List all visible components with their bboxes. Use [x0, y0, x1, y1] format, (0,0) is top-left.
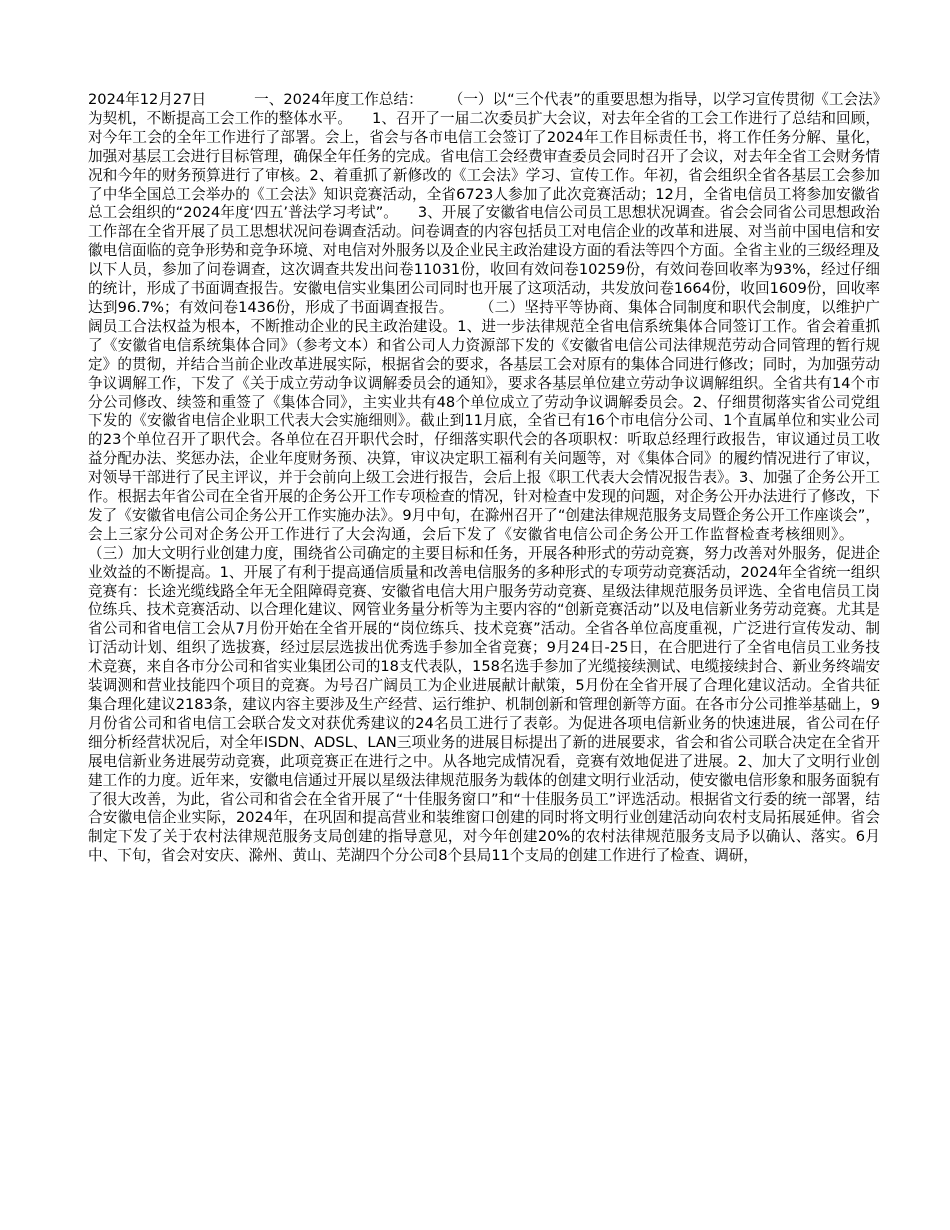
paragraph-1-2: 1、召开了一届二次委员扩大会议，对去年全省的工会工作进行了总结和回顾，对今年工会的全年工作进行了部署。会上，省会与各市电信工会签订了2024年工作目标责任书，将工作任务分解、量化，加强对基层工会进行目标管理，确保全年任务的完成。省电信工会经费审查委员会同时召开了会议，对去年全省工会财务情况和今年的财务预算进行了审核。2、着重抓了新修改的《工会法》学习、宣传工作。年初，省会组织全省各基层工会参加了中华全国总工会举办的《工会法》知识竞赛活动，全省6723人参加了此次竞赛活动；12月，全省电信员工将参加安徽省总工会组织的“2024年度‘四五’普法学习考试”。	[88, 109, 880, 222]
paragraph-1-3: 3、开展了安徽省电信公司员工思想状况调查。省会会同省公司思想政治工作部在全省开展了员工思想状况问卷调查活动。问卷调查的内容包括员工对电信企业的改革和进展、对当前中国电信和安徽电信面临的竞争形势和竞争环境、对电信对外服务以及企业民主政治建设方面的看法等四个方面。全省主业的三级经理及以下人员，参加了问卷调查，这次调查共发出问卷11031份，收回有效问卷10259份，有效问卷回收率为93%，经过仔细的统计，形成了书面调查报告。安徽电信实业集团公司同时也开展了这项活动，共发放问卷1664份，收回1609份，回收率达到96.7%；有效问卷1436份，形成了书面调查报告。	[88, 204, 880, 316]
document-date: 2024年12月27日	[88, 91, 207, 108]
paragraph-2: （二）坚持平等协商、集体合同制度和职代会制度，以维护广阔员工合法权益为根本，不断推动企业的民主政治建设。1、进一步法律规范全省电信系统集体合同签订工作。省会着重抓了《安徽省电信系统集体合同》（参考文本）和省公司人力资源部下发的《安徽省电信公司法律规范劳动合同管理的暂行规定》的贯彻，并结合当前企业改革进展实际，根据省会的要求，各基层工会对原有的集体合同进行修改；同时，为加强劳动争议调解工作，下发了《关于成立劳动争议调解委员会的通知》，要求各基层单位建立劳动争议调解组织。全省共有14个市分公司修改、续签和重签了《集体合同》，主实业共有48个单位成立了劳动争议调解委员会。2、仔细贯彻落实省公司党组下发的《安徽省电信企业职工代表大会实施细则》。截止到11月底，全省已有16个市电信分公司、1个直属单位和实业公司的23个单位召开了职代会。各单位在召开职代会时，仔细落实职代会的各项职权：听取总经理行政报告，审议通过员工收益分配办法、奖惩办法，企业年度财务预、决算，审议决定职工福利有关问题等，对《集体合同》的履约情况进行了审议，对领导干部进行了民主评议，并于会前向上级工会进行报告，会后上报《职工代表大会情况报告表》。3、加强了企务公开工作。根据去年省公司在全省开展的企务公开工作专项检查的情况，针对检查中发现的问题，对企务公开办法进行了修改，下发了《安徽省电信公司企务公开工作实施办法》。9月中旬，在滁州召开了“创建法律规范服务支局暨企务公开工作座谈会”，会上三家分公司对企务公开工作进行了大会沟通，会后下发了《安徽省电信公司企务公开工作监督检查考核细则》。	[88, 298, 880, 543]
paragraph-1-1: （一）以“三个代表”的重要思想为指导，以学习宣传贯彻《工会法》为契机，不断提高工会工作的整体水平。	[88, 91, 880, 127]
paragraph-3: （三）加大文明行业创建力度，围绕省公司确定的主要目标和任务，开展各种形式的劳动竞赛，努力改善对外服务，促进企业效益的不断提高。1、开展了有利于提高通信质量和改善电信服务的多种形式的专项劳动竞赛活动，2024年全省统一组织竞赛有：长途光缆线路全年无全阻障碍竞赛、安徽省电信大用户服务劳动竞赛、星级法律规范服务员评选、全省电信员工岗位练兵、技术竞赛活动、以合理化建议、网管业务量分析等为主要内容的“创新竞赛活动”以及电信新业务劳动竞赛。尤其是省公司和省电信工会从7月份开始在全省开展的“岗位练兵、技术竞赛”活动。全省各单位高度重视，广泛进行宣传发动、制订活动计划、组织了选拔赛，经过层层选拔出优秀选手参加全省竞赛；9月24日-25日，在合肥进行了全省电信员工业务技术竞赛，来自各市分公司和省实业集团公司的18支代表队，158名选手参加了光缆接续测试、电缆接续封合、新业务终端安装调测和营业技能四个项目的竞赛。为号召广阔员工为企业进展献计献策，5月份在全省开展了合理化建议活动。全省共征集合理化建议2183条，建议内容主要涉及生产经营、运行维护、机制创新和管理创新等方面。在各市分公司推举基础上，9月份省公司和省电信工会联合发文对获优秀建议的24名员工进行了表彰。为促进各项电信新业务的快速进展，省公司在仔细分析经营状况后，对全年ISDN、ADSL、LAN三项业务的进展目标提出了新的进展要求，省会和省公司联合决定在全省开展电信新业务进展劳动竞赛，此项竞赛正在进行之中。从各地完成情况看，竞赛有效地促进了进展。2、加大了文明行业创建工作的力度。近年来，安徽电信通过开展以星级法律规范服务为载体的创建文明行业活动，使安徽电信形象和服务面貌有了很大改善，为此，省公司和省会在全省开展了“十佳服务窗口”和“十佳服务员工”评选活动。根据省文行委的统一部署，结合安徽电信企业实际，2024年，在巩固和提高营业和装维窗口创建的同时将文明行业创建活动向农村支局拓展延伸。省会制定下发了关于农村法律规范服务支局创建的指导意见，对今年创建20%的农村法律规范服务支局予以确认、落实。6月中、下旬，省会对安庆、滁州、黄山、芜湖四个分公司8个县局11个支局的创建工作进行了检查、调研，	[88, 544, 880, 865]
document-body	[88, 91, 880, 866]
section-heading-work-summary: 一、2024年度工作总结：	[254, 91, 423, 108]
